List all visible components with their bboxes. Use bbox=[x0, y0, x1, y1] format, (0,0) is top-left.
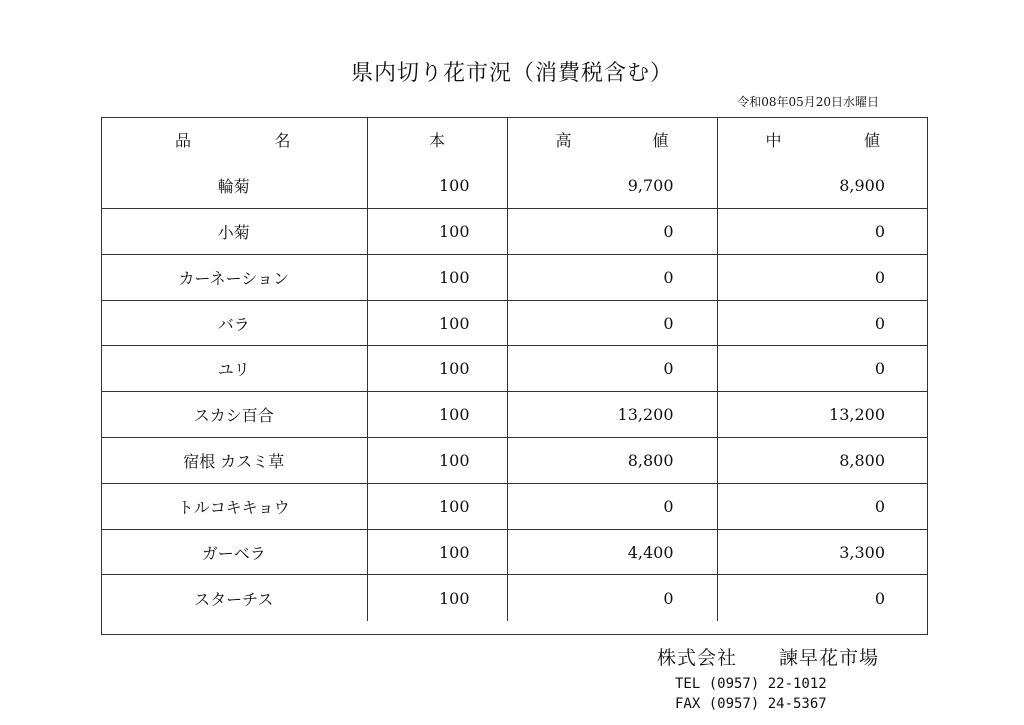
quantity-cell: 100 bbox=[367, 209, 507, 255]
report-date: 令和08年05月20日水曜日 bbox=[737, 95, 879, 109]
header-high-char-1: 高 bbox=[555, 131, 572, 151]
item-name-cell: スターチス bbox=[194, 589, 274, 609]
quantity-cell: 100 bbox=[367, 575, 507, 621]
header-item-name bbox=[101, 117, 367, 163]
header-high-char-2: 値 bbox=[652, 131, 669, 151]
header-mid-char-2: 値 bbox=[863, 131, 880, 151]
quantity-cell: 100 bbox=[367, 483, 507, 529]
fax-number: FAX (0957) 24-5367 bbox=[675, 696, 827, 712]
header-mid-char-1: 中 bbox=[765, 131, 782, 151]
table-row bbox=[101, 392, 928, 438]
high-price-cell: 0 bbox=[507, 300, 717, 346]
item-name-cell: カーネーション bbox=[178, 268, 290, 288]
table-row bbox=[101, 300, 928, 346]
quantity-cell: 100 bbox=[367, 300, 507, 346]
item-name-cell: スカシ百合 bbox=[193, 406, 274, 426]
quantity-cell: 100 bbox=[367, 163, 507, 209]
page-title: 県内切り花市況（消費税含む） bbox=[350, 61, 673, 86]
item-name-cell: トルコキキョウ bbox=[177, 497, 290, 517]
item-name-cell: ガーベラ bbox=[201, 543, 266, 563]
header-quantity: 本 bbox=[367, 117, 507, 163]
table-row bbox=[101, 529, 928, 575]
mid-price-cell: 0 bbox=[717, 575, 928, 621]
quantity-cell: 100 bbox=[367, 346, 507, 392]
high-price-cell: 4,400 bbox=[507, 529, 717, 575]
market-price-table bbox=[101, 117, 928, 621]
mid-price-cell: 13,200 bbox=[717, 392, 928, 438]
table-row bbox=[101, 163, 928, 209]
table-row bbox=[101, 483, 928, 529]
company-name: 諫早花市場 bbox=[779, 647, 880, 669]
table-row bbox=[101, 209, 928, 255]
quantity-cell: 100 bbox=[367, 392, 507, 438]
mid-price-cell: 0 bbox=[717, 346, 928, 392]
header-mid-price bbox=[717, 117, 928, 163]
high-price-cell: 13,200 bbox=[507, 392, 717, 438]
table-row bbox=[101, 254, 928, 300]
contact-info bbox=[675, 674, 879, 714]
item-name-cell: 輪菊 bbox=[217, 176, 250, 196]
mid-price-cell: 3,300 bbox=[717, 529, 928, 575]
high-price-cell: 0 bbox=[507, 254, 717, 300]
mid-price-cell: 8,800 bbox=[717, 438, 928, 484]
footer bbox=[657, 643, 879, 714]
item-name-cell: ユリ bbox=[217, 360, 250, 380]
mid-price-cell: 0 bbox=[717, 254, 928, 300]
high-price-cell: 8,800 bbox=[507, 438, 717, 484]
quantity-cell: 100 bbox=[367, 529, 507, 575]
company-type: 株式会社 bbox=[657, 647, 738, 669]
table-row bbox=[101, 438, 928, 484]
high-price-cell: 0 bbox=[507, 575, 717, 621]
quantity-cell: 100 bbox=[367, 438, 507, 484]
company-line bbox=[657, 643, 879, 670]
item-name-cell: 小菊 bbox=[217, 222, 250, 242]
item-name-cell: バラ bbox=[217, 314, 250, 334]
high-price-cell: 9,700 bbox=[507, 163, 717, 209]
mid-price-cell: 8,900 bbox=[717, 163, 928, 209]
mid-price-cell: 0 bbox=[717, 300, 928, 346]
table-row bbox=[101, 346, 928, 392]
high-price-cell: 0 bbox=[507, 209, 717, 255]
high-price-cell: 0 bbox=[507, 483, 717, 529]
header-name-char-1: 品 bbox=[175, 131, 192, 151]
table-header-row bbox=[101, 117, 928, 163]
high-price-cell: 0 bbox=[507, 346, 717, 392]
header-name-char-2: 名 bbox=[274, 131, 291, 151]
table-row bbox=[101, 575, 928, 621]
tel-number: TEL (0957) 22-1012 bbox=[675, 676, 827, 692]
mid-price-cell: 0 bbox=[717, 483, 928, 529]
quantity-cell: 100 bbox=[367, 254, 507, 300]
header-high-price bbox=[507, 117, 717, 163]
item-name-cell: 宿根 カスミ草 bbox=[183, 451, 285, 471]
mid-price-cell: 0 bbox=[717, 209, 928, 255]
